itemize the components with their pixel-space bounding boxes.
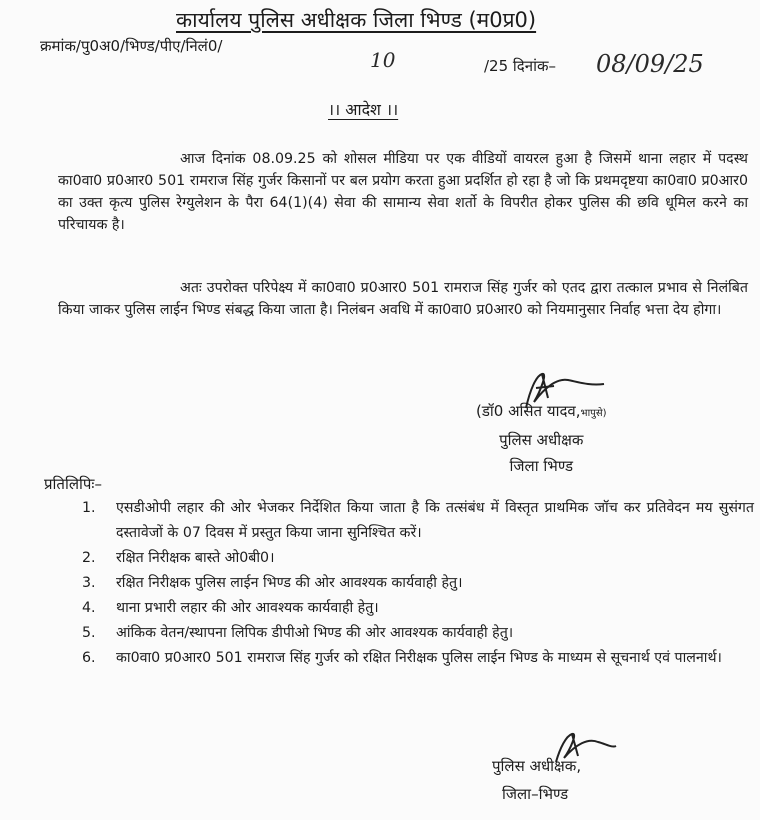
item-number: 6. [82,650,96,666]
item-text: आंकिक वेतन/स्थापना लिपिक डीपीओ भिण्ड की ओर आवश्यक कार्यवाही हेतु। [116,625,514,641]
list-item [82,571,754,596]
copy-to-label: प्रतिलिपिः– [44,475,102,493]
item-text: रक्षित निरीक्षक बास्ते ओ0बी0। [116,550,275,566]
order-paragraph-2: अतः उपरोक्त परिपेक्ष्य में का0वा0 प्र0आर0 501 रामराज सिंह गुर्जर को एतद द्वारा तत्काल प्रभाव से निलंबित किया जाकर पुलिस लाईन भिण्ड संबद्ध किया जाता है। निलंबन अवधि में का0वा0 प्र0आर0 को नियमानुसार निर्वाह भत्ता देय होगा। [58,280,748,318]
signatory-service: भापुसे) [580,408,607,419]
list-item [82,621,754,646]
item-number: 2. [82,550,96,566]
order-heading: ।। आदेश ।। [328,100,399,119]
signatory2-designation: पुलिस अधीक्षक, [492,757,582,775]
item-number: 3. [82,575,96,591]
list-item [82,546,754,571]
signatory2-district: जिला–भिण्ड [502,785,569,803]
signatory-name: (डॉ0 असित यादव, [476,402,581,420]
signatory-name-line [476,398,607,427]
item-text: रक्षित निरीक्षक पुलिस लाईन भिण्ड की ओर आवश्यक कार्यवाही हेतु। [116,575,463,591]
item-number: 4. [82,600,96,616]
reference-date: 08/09/25 [596,50,704,78]
signature-block [476,398,607,479]
item-text: का0वा0 प्र0आर0 501 रामराज सिंह गुर्जर को रक्षित निरीक्षक पुलिस लाईन भिण्ड के माध्यम से सूचनार्थ एवं पालनार्थ। [116,650,722,666]
order-paragraph-1: आज दिनांक 08.09.25 को शोसल मीडिया पर एक वीडियों वायरल हुआ है जिसमें थाना लहार में पदस्थ का0वा0 प्र0आर0 501 रामराज सिंह गुर्जर किसानों पर बल प्रयोग करता हुआ प्रदर्शित हो रहा है जो कि प्रथमदृष्टया का0वा0 प्र0आर0 का उक्त कृत्य पुलिस रेग्युलेशन के पैरा 64(1)(4) सेवा की सामान्य सेवा शर्तो के विपरीत होकर पुलिस की छवि धूमिल करने का परिचायक है। [58,151,748,233]
list-item [82,496,754,546]
item-text: थाना प्रभारी लहार की ओर आवश्यक कार्यवाही हेतु। [116,600,379,616]
reference-date-label: /25 दिनांक– [484,57,556,75]
item-number: 1. [82,500,96,516]
office-title: कार्यालय पुलिस अधीक्षक जिला भिण्ड (म0प्र0) [176,8,537,32]
list-item [82,596,754,621]
copy-to-list [82,496,754,671]
list-item [82,646,754,671]
signatory-designation: पुलिस अधीक्षक [499,431,584,449]
item-text: एसडीओपी लहार की ओर भेजकर निर्देशित किया जाता है कि तत्संबंध में विस्तृत प्राथमिक जॉच कर प्रतिवेदन मय सुसंगत दस्तावेजों के 07 दिवस में प्रस्तुत किया जाना सुनिश्चित करें। [116,500,754,541]
signature-block-2 [492,752,581,808]
reference-prefix: क्रमांक/पु0अ0/भिण्ड/पीए/निलं0/ [40,37,223,55]
reference-number: 10 [370,48,396,72]
signatory-district: जिला भिण्ड [509,457,573,475]
item-number: 5. [82,625,96,641]
